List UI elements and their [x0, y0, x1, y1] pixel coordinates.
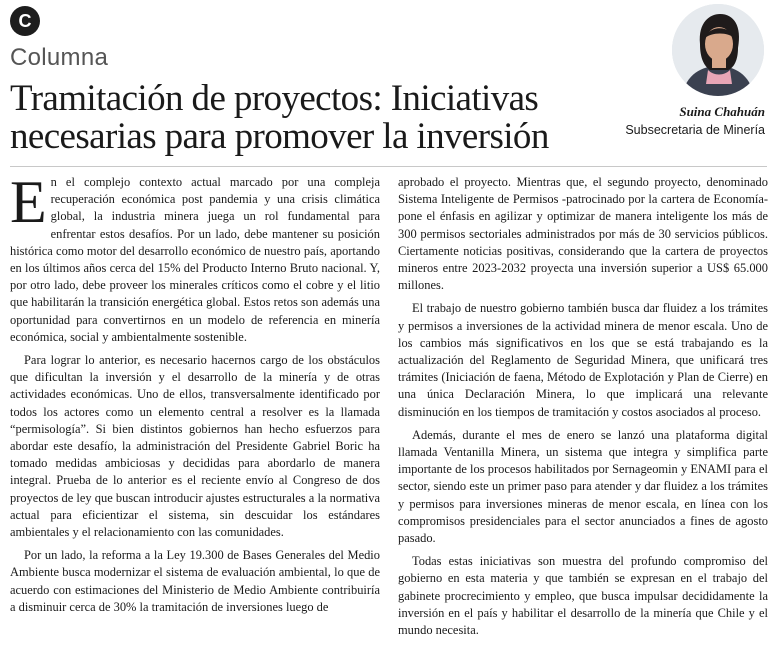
- header-divider: [10, 166, 767, 167]
- column-badge-letter: C: [18, 10, 32, 31]
- author-byline: [625, 104, 765, 137]
- article-column-1: [10, 169, 380, 622]
- article-paragraph: El trabajo de nuestro gobierno también busca dar fluidez a los trámites y permisos a inversiones de la actividad minera de menor escala. Uno de los cambios más significativos en los que se está trabajando es la actualización del Reglamento de Seguridad Minera, que unificará tres trámites (Iniciación de faena, Método de Explotación y Plan de Cierre) en una única Declaración Minera, lo que implicará una relevante disminución en los tiempos de tramitación y costos asociados al proceso.: [398, 301, 768, 419]
- column-badge: [10, 6, 40, 36]
- article-paragraph: Todas estas iniciativas son muestra del profundo compromiso del gobierno en esta materia y que también se expresan en el trabajo del gabinete procrecimiento y empleo, que busca impulsar decididamente la inversión en el país y habilitar el desarrollo de la minería que Chile y el mundo necesita.: [398, 554, 768, 638]
- author-role: Subsecretaria de Minería: [625, 123, 765, 137]
- article-paragraph: [10, 169, 380, 346]
- paragraph-text: n el complejo contexto actual marcado por una compleja recuperación económica post pandemia y una crisis climática global, la industria minera juega un rol fundamental para enfrentar estos desafíos. Por un lado, debe mantener su posición histórica como motor del desarrollo económico de nuestro país, aportando en los últimos años cerca del 15% del Producto Interno Bruto nacional. Y, por otro lado, debe proveer los minerales críticos como el cobre y el litio que habilitarán la transición energética global. Estos retos son además una oportunidad para convertirnos en un modelo de referencia en minería económica, social y ambientalmente sostenible.: [10, 175, 380, 344]
- page-title: Tramitación de proyectos: Iniciativas necesarias para promover la inversión: [10, 78, 549, 157]
- article-paragraph: aprobado el proyecto. Mientras que, el segundo proyecto, denominado Sistema Inteligente de Permisos -patrocinado por la cartera de Economía- pone el énfasis en agilizar y optimizar de manera inteligente los más de 300 permisos sectoriales administrados por más de 30 servicios públicos. Ciertamente noticias positivas, considerando que la cartera de proyectos mineros entre 2023-2032 proyecta una inversión superior a US$ 65.000 millones.: [398, 175, 768, 293]
- article-paragraph: Para lograr lo anterior, es necesario hacernos cargo de los obstáculos que dificultan la inversión y el desarrollo de la minería y de otras actividades económicas. Uno de ellos, transversalmente identificado por todos los actores como un elemento central a resolver es la llamada “permisología”. Si bien distintos gobiernos han hecho esfuerzos para abordar este desafío, la administración del Presidente Gabriel Boric ha tomado medidas ambiciosas y decididas para abordarlo de manera integral. Prueba de lo anterior es el reciente envío al Congreso de dos proyectos de ley que buscan introducir ajustes estructurales a la normativa actual para eficientizar el sistema, sin descuidar los estándares ambientales y el relacionamiento con las comunidades.: [10, 353, 380, 540]
- section-label: Columna: [10, 44, 109, 71]
- article-column-2: [398, 174, 768, 645]
- author-portrait-icon: [672, 4, 764, 96]
- article-paragraph: Además, durante el mes de enero se lanzó una plataforma digital llamada Ventanilla Minera, un sistema que integra y simplifica parte importante de los procesos habilitados por Sernageomin y ENAMI para el sector, siendo este un primer paso para atender y dar fluidez a los trámites y permisos para inversiones mineras de menor escala, en línea con los compromisos presidenciales para el sector anunciados a fines de agosto pasado.: [398, 427, 768, 546]
- drop-cap: E: [10, 169, 47, 235]
- article-paragraph: Por un lado, la reforma a la Ley 19.300 de Bases Generales del Medio Ambiente busca modernizar el sistema de evaluación ambiental, lo que de acuerdo con estimaciones del Ministerio de Medio Ambiente contribuiría a disminuir cerca de 30% la tramitación de inversiones luego de: [10, 548, 380, 614]
- author-name: Suina Chahuán: [679, 104, 765, 119]
- author-photo: [672, 4, 764, 96]
